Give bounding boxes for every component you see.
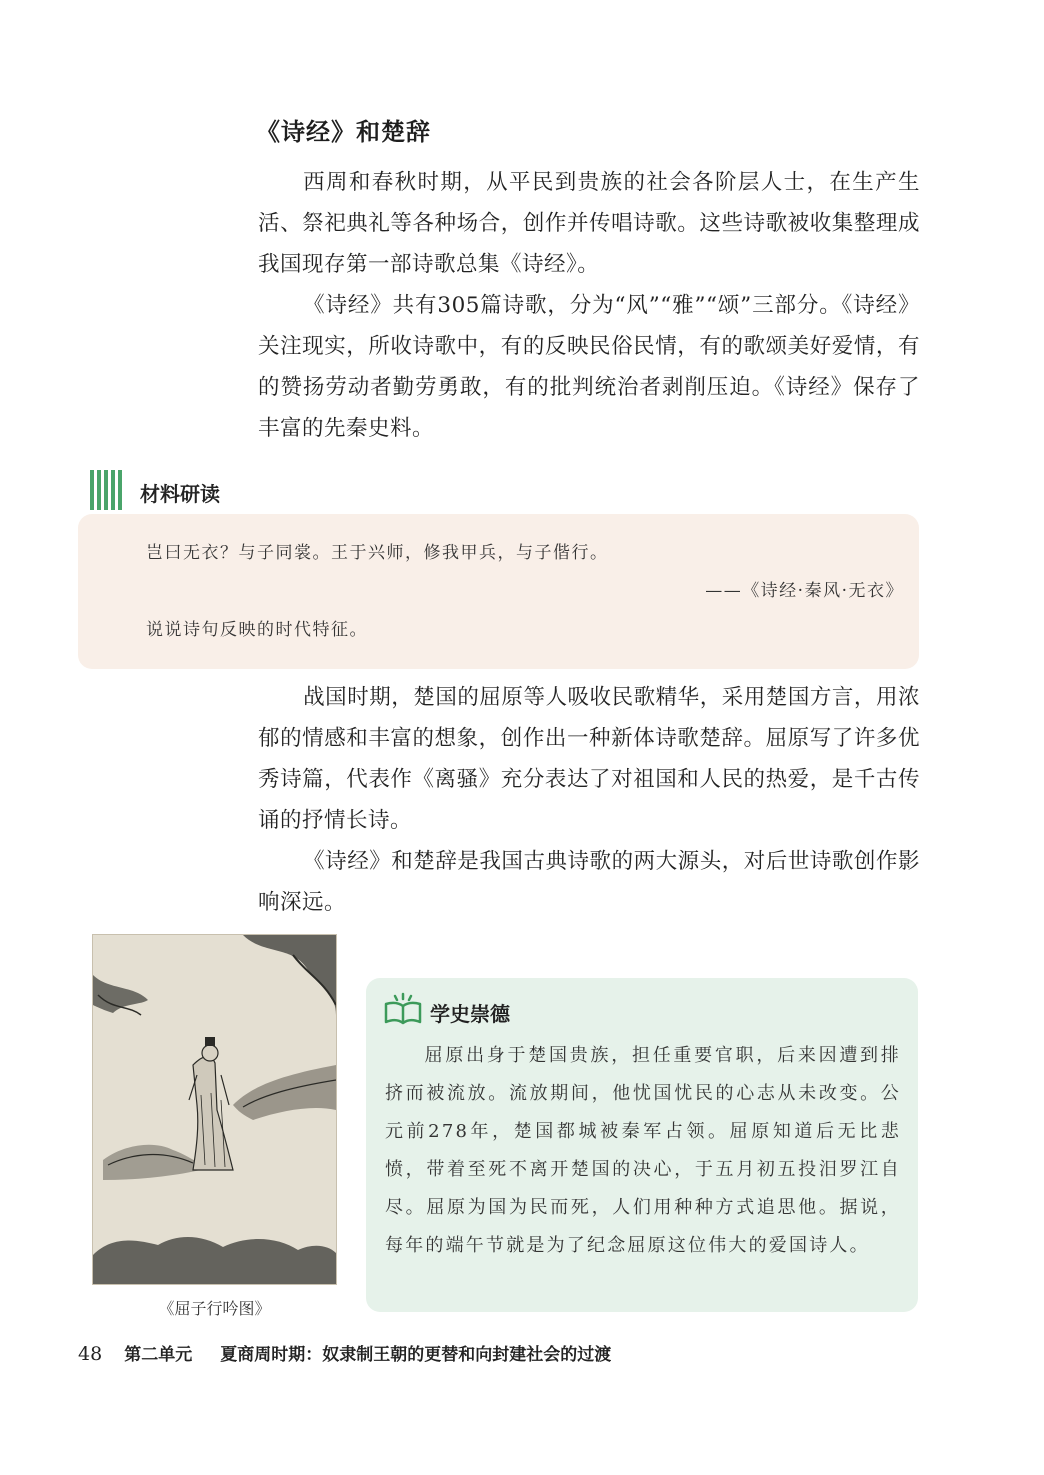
page-footer [78, 1340, 611, 1365]
open-book-icon [383, 992, 423, 1026]
sidebar-text [385, 1037, 901, 1265]
sidebar-paragraph: 屈原出身于楚国贵族，担任重要官职，后来因遭到排挤而被流放。流放期间，他忧国忧民的心志从未改变。公元前278年，楚国都城被秦军占领。屈原知道后无比悲愤，带着至死不离开楚国的决心，于五月初五投汨罗江自尽。屈原为国为民而死，人们用种种方式追思他。据说，每年的端午节就是为了纪念屈原这位伟大的爱国诗人。 [385, 1045, 901, 1256]
paragraph: 《诗经》共有305篇诗歌，分为“风”“雅”“颂”三部分。《诗经》关注现实，所收诗歌中，有的反映民俗民情，有的歌颂美好爱情，有的赞扬劳动者勤劳勇敢，有的批判统治者剥削压迫。《诗经》保存了丰富的先秦史料。 [258, 293, 920, 441]
material-question: 说说诗句反映的时代特征。 [146, 620, 368, 640]
sidebar-title: 学史崇德 [430, 1002, 510, 1026]
paragraph: 西周和春秋时期，从平民到贵族的社会各阶层人士，在生产生活、祭祀典礼等各种场合，创作并传唱诗歌。这些诗歌被收集整理成我国现存第一部诗歌总集《诗经》。 [258, 170, 920, 277]
body-text-bottom [258, 677, 920, 923]
paragraph: 《诗经》和楚辞是我国古典诗歌的两大源头，对后世诗歌创作影响深远。 [258, 849, 920, 915]
material-quote: 岂曰无衣？与子同裳。王于兴师，修我甲兵，与子偕行。 [146, 543, 609, 563]
body-text-top [258, 162, 920, 449]
footer-title: 夏商周时期：奴隶制王朝的更替和向封建社会的过渡 [220, 1345, 612, 1365]
footer-unit: 第二单元 [124, 1345, 193, 1365]
figure-caption: 《屈子行吟图》 [158, 1299, 271, 1318]
paragraph: 战国时期，楚国的屈原等人吸收民歌精华，采用楚国方言，用浓郁的情感和丰富的想象，创作出一种新体诗歌楚辞。屈原写了许多优秀诗篇，代表作《离骚》充分表达了对祖国和人民的热爱，是千古传诵的抒情长诗。 [258, 685, 920, 833]
page-number: 48 [78, 1343, 103, 1365]
painting-image [92, 934, 337, 1285]
material-source: ——《诗经·秦风·无衣》 [705, 581, 904, 601]
section-heading: 《诗经》和楚辞 [256, 118, 431, 146]
material-label: 材料研读 [140, 482, 220, 506]
material-label-icon [90, 470, 122, 510]
